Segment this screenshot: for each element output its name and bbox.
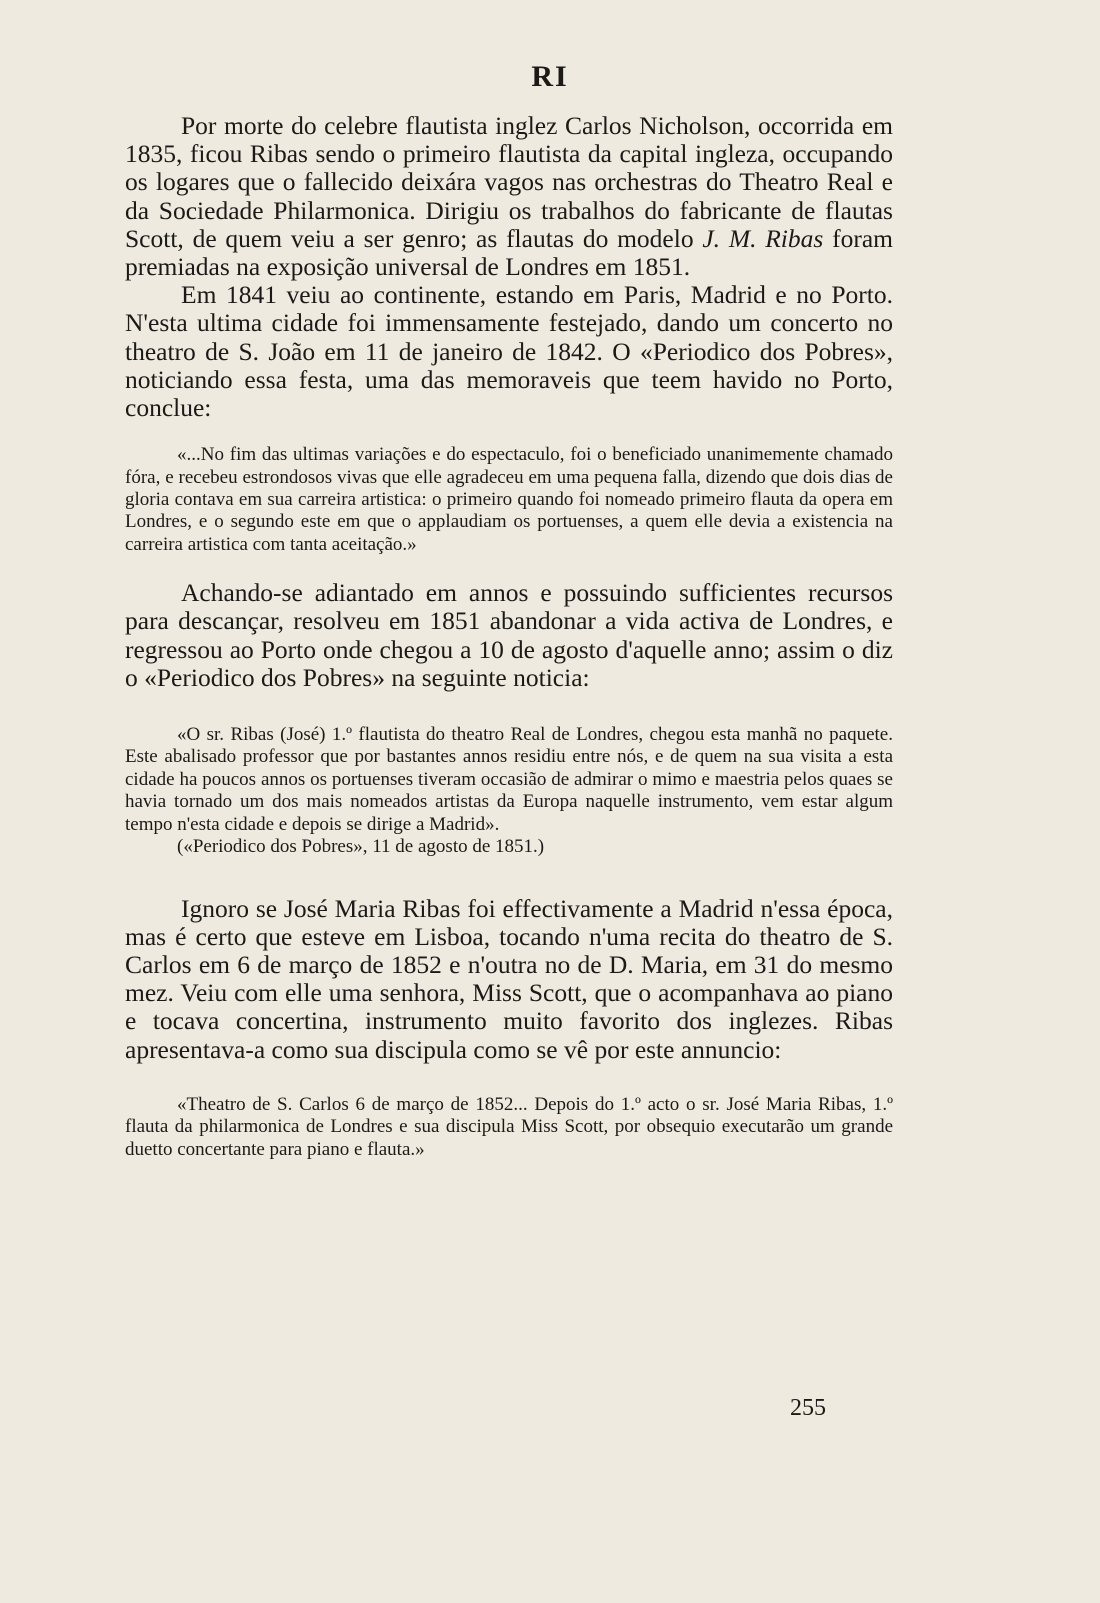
paragraph-text: Por morte do celebre flautista inglez Carlos Nicholson, occorrida em 1835, ficou Ribas sendo o primeiro flautista da capital ingleza, occupando os logares que o fallecido deixára vagos nas orchestras do Theatro Real e da Sociedade Philarmonica. Dirigiu os trabalhos do fabricante de flautas Scott, de quem veiu a ser genro; as flautas do modelo: [125, 111, 893, 253]
running-header: RI: [531, 60, 569, 93]
quote-periodico-1851: «O sr. Ribas (José) 1.º flautista do theatro Real de Londres, chegou esta manhã no paquete. Este abalisado professor que por bastantes annos residiu entre nós, e de quem na sua visita a esta cidade ha poucos annos os portuenses tiveram occasião de admirar o mimo e maestria pelos quaes se havia tornado um dos mais nomeados artistas da Europa naquelle instrumento, vem estar algum tempo n'esta cidade e depois se dirige a Madrid».: [125, 724, 893, 835]
page-number: 255: [790, 1395, 826, 1421]
paragraph-nicholson: [125, 112, 893, 281]
paragraph-return-porto: Achando-se adiantado em annos e possuindo sufficientes recursos para descançar, resolveu em 1851 abandonar a vida activa de Londres, e regressou ao Porto onde chegou a 10 de agosto d'aquelle anno; assim o diz o «Periodico dos Pobres» na seguinte noticia:: [125, 578, 893, 692]
quote-theatro-sao-carlos: «Theatro de S. Carlos 6 de março de 1852... Depois do 1.º acto o sr. José Maria Ribas, 1.º flauta da philarmonica de Londres e sua discipula Miss Scott, por obsequio executarão um grande duetto concertante para piano e flauta.»: [125, 1093, 893, 1160]
paragraph-continent-visit: Em 1841 veiu ao continente, estando em Paris, Madrid e no Porto. N'esta ultima cidade foi immensamente festejado, dando um concerto no theatro de S. João em 11 de janeiro de 1842. O «Periodico dos Pobres», noticiando essa festa, uma das memoraveis que teem havido no Porto, conclue:: [125, 280, 893, 423]
flute-model-name: J. M. Ribas: [702, 223, 824, 253]
page-content: [125, 112, 893, 1161]
quote-source-citation: («Periodico dos Pobres», 11 de agosto de 1851.): [177, 836, 545, 858]
paragraph-text-end: foram premiadas na exposição universal de Londres em 1851.: [125, 223, 893, 282]
paragraph-lisbon-concerts: Ignoro se José Maria Ribas foi effectivamente a Madrid n'essa época, mas é certo que esteve em Lisboa, tocando n'uma recita do theatro de S. Carlos em 6 de março de 1852 e n'outra no de D. Maria, em 31 do mesmo mez. Veiu com elle uma senhora, Miss Scott, que o acompanhava ao piano e tocava concertina, instrumento muito favorito dos inglezes. Ribas apresentava-a como sua discipula como se vê por este annuncio:: [125, 893, 893, 1064]
quote-periodico-1842: «...No fim das ultimas variações e do espectaculo, foi o beneficiado unanimemente chamado fóra, e recebeu estrondosos vivas que elle agradeceu em uma pequena falla, dizendo que dois dias de gloria contava em sua carreira artistica: o primeiro quando foi nomeado primeiro flauta da opera em Londres, e o segundo este em que o applaudiam os portuenses, a quem elle devia a existencia na carreira artistica com tanta aceitação.»: [125, 444, 893, 555]
